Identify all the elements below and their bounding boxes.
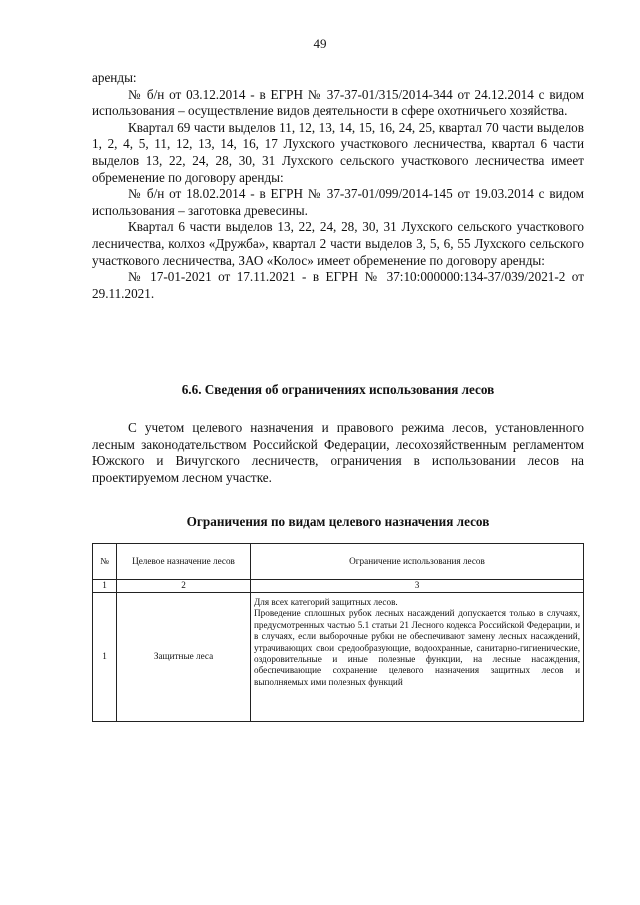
header-cell: Ограничение использования лесов [251,544,584,580]
row-number-cell: 1 [93,593,117,722]
table-title-wrap [92,514,584,531]
text-block-top [92,70,584,302]
paragraph: № 17-01-2021 от 17.11.2021 - в ЕГРН № 37:10:000000:134-37/039/2021-2 от 29.11.2021. [92,269,584,301]
header-cell: № [93,544,117,580]
table-column-number-row [93,580,584,593]
table-row [93,593,584,722]
paragraph: Квартал 6 части выделов 13, 22, 24, 28, 30, 31 Лухского сельского участкового лесничества, колхоз «Дружба», квартал 2 части выделов 3, 5, 6, 55 Лухского сельского участкового лесничества, ЗАО «Колос» имеет обременение по договору аренды: [92,219,584,268]
restrictions-table [92,543,584,722]
paragraph: Квартал 69 части выделов 11, 12, 13, 14, 15, 16, 24, 25, квартал 70 части выделов 1, 2, 4, 5, 11, 12, 13, 14, 16, 17 Лухского участкового лесничества, квартал 6 части выделов 13, 22, 24, 28, 30, 31 Лухского сельского участкового лесничества имеет обременение по договору аренды: [92,119,584,185]
table-header-row [93,544,584,580]
column-number-cell: 1 [93,580,117,593]
header-cell: Целевое назначение лесов [117,544,251,580]
column-number-cell: 2 [117,580,251,593]
purpose-cell: Защитные леса [117,593,251,722]
restriction-heading: Для всех категорий защитных лесов. [254,597,398,607]
table-title: Ограничения по видам целевого назначения лесов [186,514,490,529]
restriction-text: Проведение сплошных рубок лесных насаждений допускается только в случаях, предусмотренных частью 5.1 статьи 21 Лесного кодекса Российской Федерации, и в случаях, если выборочные рубки не обеспечивают замену лесных насаждений, утрачивающих свои средообразующие, водоохранные, санитарно-гигиенические, оздоровительные и иные полезные функции, на лесные насаждения, обеспечивающие сохранение целевого назначения защитных лесов и выполняемых ими полезных функций [254,608,580,687]
column-number-cell: 3 [251,580,584,593]
paragraph: № б/н от 03.12.2014 - в ЕГРН № 37-37-01/315/2014-344 от 24.12.2014 с видом использования – осуществление видов деятельности в сфере охотничьего хозяйства. [92,86,584,119]
paragraph: аренды: [92,70,137,85]
page-number: 49 [313,36,327,51]
paragraph: № б/н от 18.02.2014 - в ЕГРН № 37-37-01/099/2014-145 от 19.03.2014 с видом использования – заготовка древесины. [92,186,584,218]
section-heading: 6.6. Сведения об ограничениях использования лесов [181,382,495,397]
restriction-cell [251,593,584,722]
section-paragraph: С учетом целевого назначения и правового режима лесов, установленного лесным законодательством Российской Федерации, лесохозяйственным регламентом Южского и Вичугского лесничеств, ограничения в использовании лесов на проектируемом лесном участке. [92,420,584,485]
section-text-block [92,420,584,486]
section-heading-wrap [92,382,584,399]
